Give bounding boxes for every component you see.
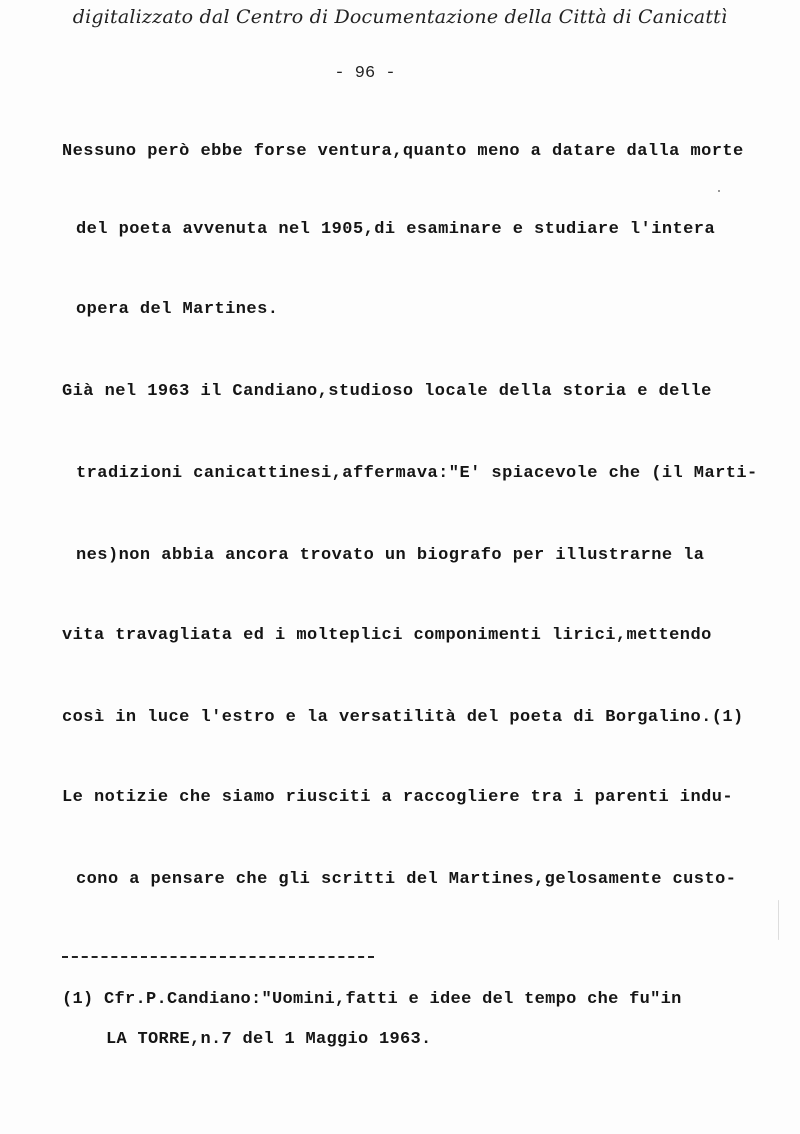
digitization-watermark: digitalizzato dal Centro di Documentazione della Città di Canicattì	[72, 6, 728, 28]
footnote-line-1: (1) Cfr.P.Candiano:"Uomini,fatti e idee del tempo che fu"in	[62, 990, 682, 1009]
text-line-9: Le notizie che siamo riusciti a raccogliere tra i parenti indu-	[62, 788, 734, 807]
footnote-line-2: LA TORRE,n.7 del 1 Maggio 1963.	[106, 1030, 432, 1049]
text-line-10: cono a pensare che gli scritti del Martines,gelosamente custo-	[76, 870, 737, 889]
scan-speck	[718, 190, 720, 192]
text-line-7: vita travagliata ed i molteplici componimenti lirici,mettendo	[62, 626, 712, 645]
page-number: - 96 -	[334, 64, 396, 83]
text-line-6: nes)non abbia ancora trovato un biografo per illustrarne la	[76, 546, 705, 565]
text-line-8: così in luce l'estro e la versatilità del poeta di Borgalino.(1)	[62, 708, 744, 727]
text-line-3: opera del Martines.	[76, 300, 279, 319]
text-line-1: Nessuno però ebbe forse ventura,quanto meno a datare dalla morte	[62, 142, 744, 161]
footnote-separator	[62, 956, 374, 958]
text-line-2: del poeta avvenuta nel 1905,di esaminare e studiare l'intera	[76, 220, 716, 239]
text-line-5: tradizioni canicattinesi,affermava:"E' spiacevole che (il Marti-	[76, 464, 758, 483]
scan-edge-mark	[778, 900, 779, 940]
text-line-4: Già nel 1963 il Candiano,studioso locale della storia e delle	[62, 382, 712, 401]
